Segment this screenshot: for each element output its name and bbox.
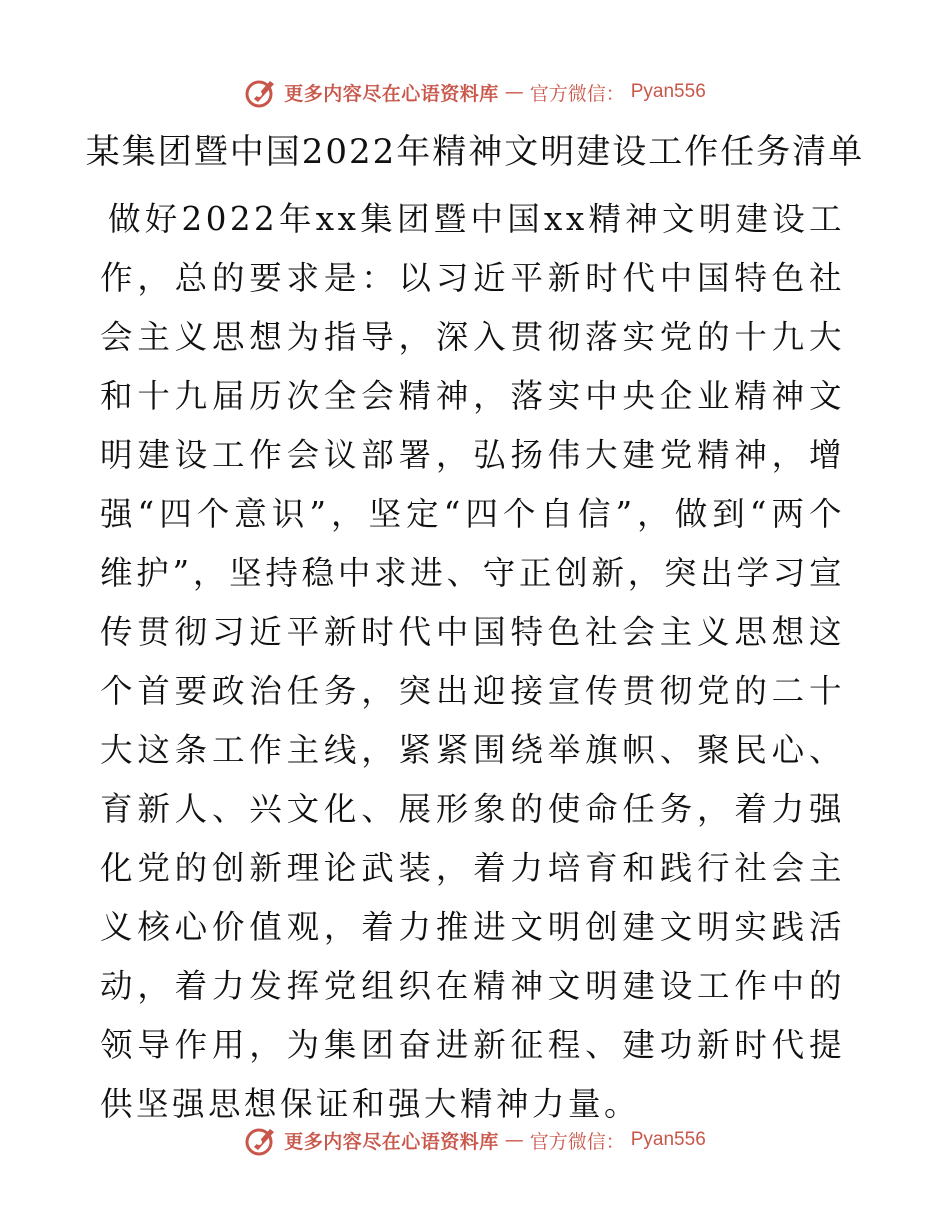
watermark-separator: — [504, 81, 524, 103]
watermark-main-text: 更多内容尽在心语资料库 [284, 82, 499, 105]
watermark-wechat-label: 官方微信： [529, 1130, 625, 1153]
document-title: 某集团暨中国2022年精神文明建设工作任务清单 [85, 132, 865, 172]
watermark-wechat-label: 官方微信： [529, 82, 625, 105]
watermark-wechat-id: Pyan556 [630, 81, 706, 102]
watermark-header [0, 72, 950, 112]
pen-logo-icon [244, 75, 278, 109]
watermark-wechat-id: Pyan556 [630, 1129, 706, 1150]
document-paragraph: 做好2022年xx集团暨中国xx精神文明建设工作，总的要求是：以习近平新时代中国特色社会主义思想为指导，深入贯彻落实党的十九大和十九届历次全会精神，落实中央企业精神文明建设工作会议部署，弘扬伟大建党精神，增强“四个意识”，坚定“四个自信”，做到“两个维护”，坚持稳中求进、守正创新，突出学习宣传贯彻习近平新时代中国特色社会主义思想这个首要政治任务，突出迎接宣传贯彻党的二十大这条工作主线，紧紧围绕举旗帜、聚民心、育新人、兴文化、展形象的使命任务，着力强化党的创新理论武装，着力培育和践行社会主义核心价值观，着力推进文明创建文明实践活动，着力发挥党组织在精神文明建设工作中的领导作用，为集团奋进新征程、建功新时代提供坚强思想保证和强大精神力量。 [100, 200, 845, 1123]
pen-logo-icon [244, 1123, 278, 1157]
watermark-main-text: 更多内容尽在心语资料库 [284, 1130, 499, 1153]
watermark-footer [0, 1120, 950, 1160]
watermark-separator: — [504, 1129, 524, 1151]
